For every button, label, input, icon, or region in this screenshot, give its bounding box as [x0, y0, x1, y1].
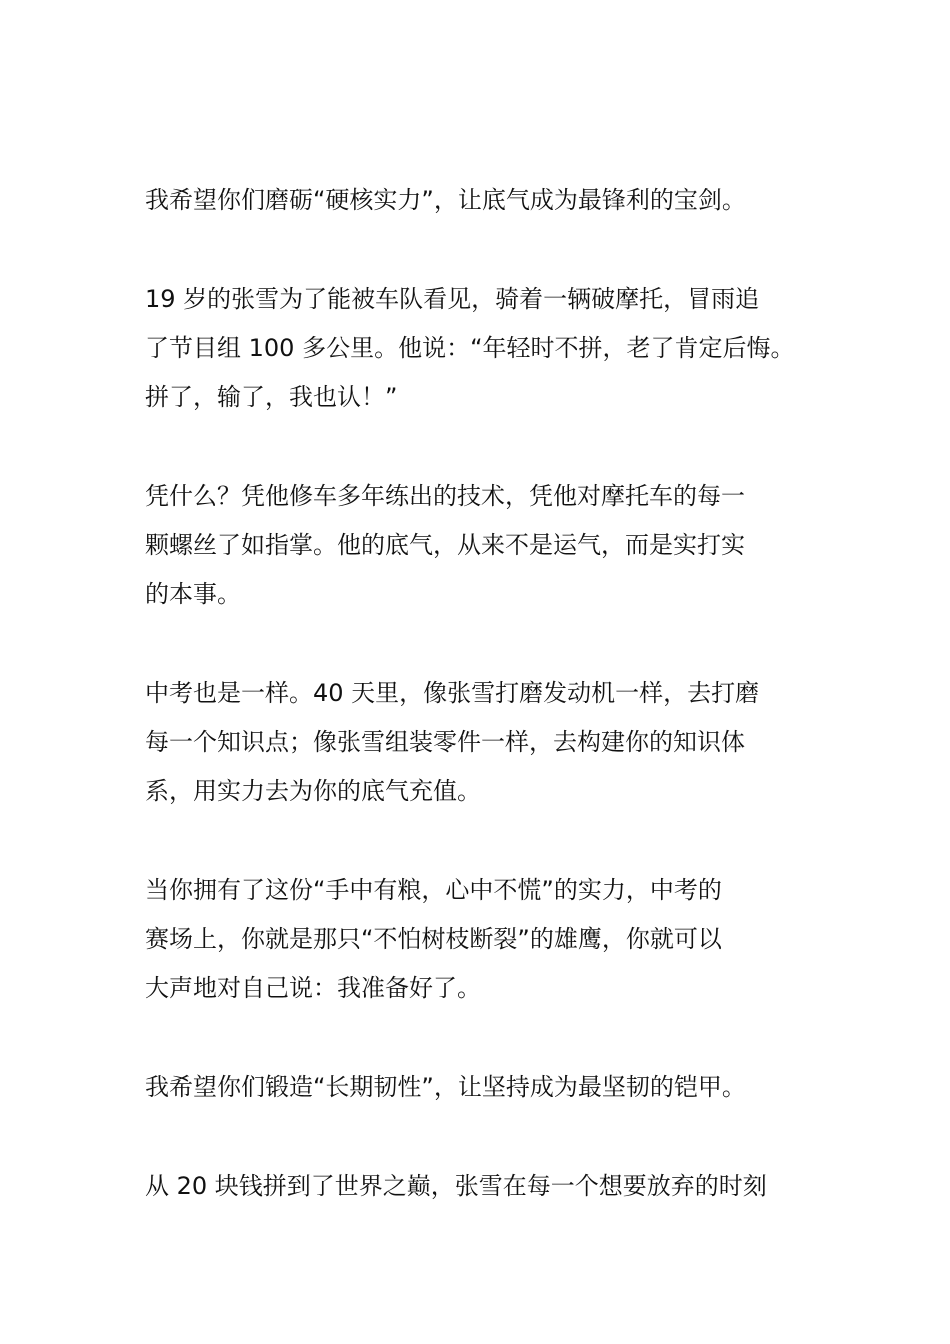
- paragraph-5: [145, 866, 835, 1013]
- paragraph-line: 系，用实力去为你的底气充值。: [145, 777, 481, 805]
- paragraph-line: 了节目组 100 多公里。他说：“年轻时不拼，老了肯定后悔。: [145, 334, 795, 362]
- paragraph-line: 拼了，输了，我也认！”: [145, 383, 398, 411]
- paragraph-6: [145, 1063, 835, 1112]
- paragraph-4: [145, 669, 835, 816]
- paragraph-line: 每一个知识点；像张雪组装零件一样，去构建你的知识体: [145, 728, 745, 756]
- paragraph-line: 当你拥有了这份“手中有粮，心中不慌”的实力，中考的: [145, 876, 722, 904]
- paragraph-line: 我希望你们磨砺“硬核实力”，让底气成为最锋利的宝剑。: [145, 186, 746, 214]
- document-body: [145, 176, 835, 1261]
- paragraph-line: 凭什么？凭他修车多年练出的技术，凭他对摩托车的每一: [145, 482, 745, 510]
- paragraph-line: 19 岁的张雪为了能被车队看见，骑着一辆破摩托，冒雨追: [145, 285, 760, 313]
- paragraph-3: [145, 472, 835, 619]
- paragraph-line: 从 20 块钱拼到了世界之巅，张雪在每一个想要放弃的时刻: [145, 1172, 767, 1200]
- paragraph-line: 赛场上，你就是那只“不怕树枝断裂”的雄鹰，你就可以: [145, 925, 722, 953]
- paragraph-line: 大声地对自己说：我准备好了。: [145, 974, 481, 1002]
- paragraph-1: [145, 176, 835, 225]
- paragraph-line: 中考也是一样。40 天里，像张雪打磨发动机一样，去打磨: [145, 679, 760, 707]
- paragraph-line: 的本事。: [145, 580, 241, 608]
- paragraph-line: 颗螺丝了如指掌。他的底气，从来不是运气，而是实打实: [145, 531, 745, 559]
- paragraph-line: 我希望你们锻造“长期韧性”，让坚持成为最坚韧的铠甲。: [145, 1073, 746, 1101]
- paragraph-2: [145, 275, 835, 422]
- paragraph-7: [145, 1162, 835, 1211]
